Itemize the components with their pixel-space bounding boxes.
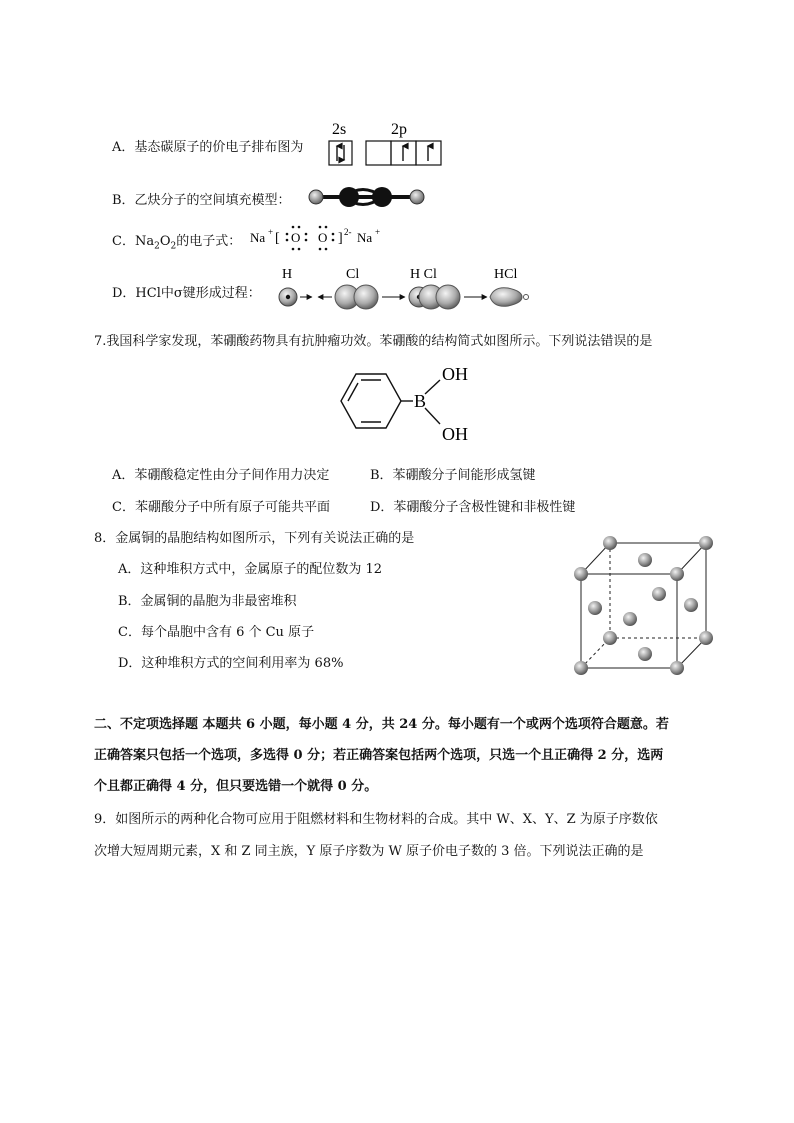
hydroxyl-group: OH	[442, 424, 468, 444]
section-2-line-1: 二、不定项选择题 本题共 6 小题，每小题 4 分，共 24 分。每小题有一个或两个选项符合题意。若	[94, 717, 669, 732]
cl-p-orbital-lobe	[436, 285, 460, 309]
hydrogen-atom	[309, 190, 323, 204]
option-8c: C．每个晶胞中含有 6 个 Cu 原子	[118, 625, 315, 640]
question-8-stem: 8．金属铜的晶胞结构如图所示，下列有关说法正确的是	[94, 531, 415, 546]
option-6d-text: D．HCl中σ键形成过程：	[112, 286, 261, 301]
option-6b-text: B．乙炔分子的空间填充模型：	[112, 193, 291, 208]
formula-sub: 2	[170, 241, 177, 252]
charge-plus: +	[375, 227, 381, 237]
bracket-open: [	[275, 231, 280, 246]
option-6c-suffix: 的电子式：	[176, 234, 242, 249]
formula-o: O	[159, 234, 171, 249]
sodium-ion: Na	[357, 230, 373, 245]
option-8d: D．这种堆积方式的空间利用率为 68%	[118, 656, 344, 671]
orbital-box-2p-1	[366, 141, 391, 165]
bracket-close: ]	[338, 231, 343, 246]
question-9-line-2: 次增大短周期元素，X 和 Z 同主族，Y 原子序数为 W 原子价电子数的 3 倍。下列说法正确的是	[94, 844, 644, 859]
charge-plus: +	[268, 227, 274, 237]
label-cl: Cl	[346, 267, 360, 282]
option-8a: A．这种堆积方式中，金属原子的配位数为 12	[118, 562, 383, 577]
fcc-unit-cell	[570, 532, 720, 680]
label-2s: 2s	[332, 121, 347, 138]
phenylboronic-acid-structure	[310, 358, 490, 450]
label-hcl: HCl	[494, 267, 518, 282]
carbon-atom	[339, 187, 359, 207]
cl-p-orbital-lobe	[354, 285, 378, 309]
acetylene-model	[304, 182, 430, 214]
sigma-bond-diagram	[276, 264, 536, 314]
formula-sub: 2	[154, 241, 160, 252]
orbital-box-2s	[329, 141, 352, 165]
option-7a: A．苯硼酸稳定性由分子间作用力决定	[112, 468, 330, 483]
hydrogen-atom	[410, 190, 424, 204]
label-h-cl: H Cl	[410, 267, 437, 282]
option-6b	[112, 189, 291, 208]
sodium-ion: Na	[250, 230, 266, 245]
oxygen-atom: O	[318, 230, 328, 245]
formula-na: Na	[134, 234, 155, 249]
question-9-line-1: 9．如图所示的两种化合物可应用于阻燃材料和生物材料的合成。其中 W、X、Y、Z 为原子序数依	[94, 812, 658, 827]
label-h: H	[282, 267, 293, 282]
option-6c-prefix: C．	[112, 234, 135, 249]
option-6a-text: A．基态碳原子的价电子排布图为	[112, 140, 304, 155]
benzene-ring	[341, 374, 401, 428]
label-2p: 2p	[391, 121, 407, 138]
section-2-line-2: 正确答案只包括一个选项，多选得 0 分；若正确答案包括两个选项，只选一个且正确得 2 分，选两	[94, 748, 664, 763]
carbon-atom	[372, 187, 392, 207]
option-8b: B．金属铜的晶胞为非最密堆积	[118, 594, 297, 609]
option-7d: D．苯硼酸分子含极性键和非极性键	[370, 500, 576, 515]
option-7c: C．苯硼酸分子中所有原子可能共平面	[112, 500, 330, 515]
option-6a	[112, 136, 303, 155]
option-6c	[112, 230, 241, 252]
oxygen-atom: O	[291, 230, 301, 245]
electron-formula	[250, 222, 390, 254]
section-2-line-3: 个且都正确得 4 分，但只要选错一个就得 0 分。	[94, 779, 378, 794]
option-7b: B．苯硼酸分子间能形成氢键	[370, 468, 536, 483]
orbital-diagram	[318, 118, 448, 170]
charge-2minus: 2-	[344, 227, 352, 237]
question-7-stem: 7.我国科学家发现，苯硼酸药物具有抗肿瘤功效。苯硼酸的结构简式如图所示。下列说法错误的是	[94, 334, 653, 349]
hydroxyl-group: OH	[442, 364, 468, 384]
boron-atom: B	[414, 391, 427, 411]
sigma-bond-orbital	[490, 288, 522, 307]
option-6d	[112, 282, 261, 301]
